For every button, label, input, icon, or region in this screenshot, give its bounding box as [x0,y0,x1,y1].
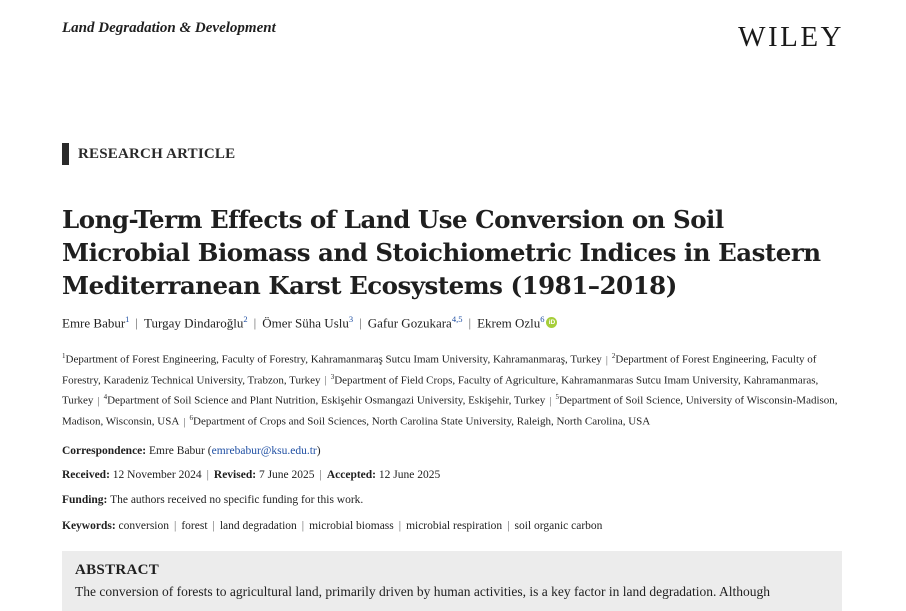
affiliation-text: Department of Forest Engineering, Faculty of Forestry, Kahramanmaraş Sutcu Imam University, Kahramanmaraş, Turkey [65,353,602,366]
correspondence-line [62,445,844,457]
author-separator: | [135,315,139,331]
correspondence-paren-close: ) [316,445,321,457]
keywords-label: Keywords: [62,520,116,532]
affiliation-text: Department of Forest Engineering, Faculty of Forestry, Karadeniz Technical University, Trabzon, Turkey [62,353,817,387]
affiliation-number: 6 [189,413,194,422]
funding-text: The authors received no specific funding for this work. [110,494,364,506]
affiliation-separator: | [549,394,552,407]
keyword[interactable]: forest [181,520,208,532]
date-separator: | [319,469,322,481]
keyword-separator: | [507,520,510,532]
correspondence-label: Correspondence: [62,445,147,457]
affiliation-separator: | [183,415,186,428]
dates-line [62,469,844,481]
author-name[interactable]: Ömer Süha Uslu [262,315,349,331]
keyword-separator: | [174,520,177,532]
title-line: Long-Term Effects of Land Use Conversion on Soil [62,205,724,234]
keyword[interactable]: microbial biomass [309,520,394,532]
publisher-logo[interactable]: WILEY [738,21,844,53]
affiliation-text: Department of Field Crops, Faculty of Agriculture, Kahramanmaras Sutcu Imam University, Kahramanmaras, Turkey [62,374,819,407]
affiliation-separator: | [97,394,100,407]
journal-name[interactable]: Land Degradation & Development [62,20,276,36]
abstract-text: The conversion of forests to agricultural land, primarily driven by human activities, is a key factor in land degradation. Although [75,584,771,599]
author-name[interactable]: Turgay Dindaroğlu [144,315,244,331]
correspondence-email-link[interactable]: emrebabur@ksu.edu.tr [211,445,317,457]
author-separator: | [359,315,362,331]
keyword[interactable]: microbial respiration [406,520,503,532]
affiliation-ref[interactable]: 1 [125,314,130,324]
keyword-separator: | [398,520,402,532]
affiliation-text: Department of Soil Science, University of Wisconsin-Madison, Madison, Wisconsin, USA [62,394,838,428]
article-title [62,203,852,302]
affiliation-text: Department of Crops and Soil Sciences, North Carolina State University, Raleigh, North Carolina, USA [193,415,651,428]
accepted-label: Accepted: [326,469,377,481]
revised-date: 7 June 2025 [258,469,315,481]
author-separator: | [253,315,257,331]
affiliations [62,348,844,431]
funding-label: Funding: [62,494,108,506]
author-name[interactable]: Emre Babur [62,315,126,331]
affiliation-ref[interactable]: 4,5 [451,314,463,324]
article-type-label: RESEARCH ARTICLE [62,143,235,165]
keyword[interactable]: conversion [118,520,170,532]
keywords-line [62,520,844,532]
author-name[interactable]: Ekrem Ozlu [477,315,541,331]
abstract-heading: ABSTRACT [75,562,160,578]
correspondence-name: Emre Babur [149,445,205,457]
received-label: Received: [62,469,110,481]
accepted-date: 12 June 2025 [378,469,441,481]
author-separator: | [468,315,472,331]
affiliation-text: Department of Soil Science and Plant Nutrition, Eskişehir Osmangazi University, Eskişehir, Turkey [107,394,546,407]
affiliation-ref[interactable]: 3 [348,314,354,324]
abstract-section [62,551,842,611]
affiliation-separator: | [605,353,608,366]
affiliation-separator: | [324,374,327,387]
affiliation-number: 2 [611,352,616,360]
keyword-separator: | [212,520,215,532]
affiliation-ref[interactable]: 2 [243,314,248,324]
keyword-separator: | [301,520,305,532]
correspondence-paren-open: ( [204,445,212,457]
title-line: Mediterranean Karst Ecosystems (1981–2018) [62,271,677,300]
date-separator: | [206,469,209,481]
affiliation-number: 1 [62,352,66,360]
orcid-icon[interactable]: iD [546,317,557,328]
affiliation-ref[interactable]: 6 [540,314,545,324]
author-list [62,314,852,331]
affiliation-number: 3 [330,372,335,381]
keyword[interactable]: land degradation [219,520,297,532]
funding-line [62,494,844,506]
received-date: 12 November 2024 [112,469,202,481]
title-line: Microbial Biomass and Stoichiometric Indices in Eastern [62,238,821,267]
affiliation-number: 5 [555,393,559,402]
affiliation-number: 4 [103,393,108,402]
revised-label: Revised: [213,469,257,481]
author-name[interactable]: Gafur Gozukara [367,315,452,331]
keyword[interactable]: soil organic carbon [514,520,603,532]
